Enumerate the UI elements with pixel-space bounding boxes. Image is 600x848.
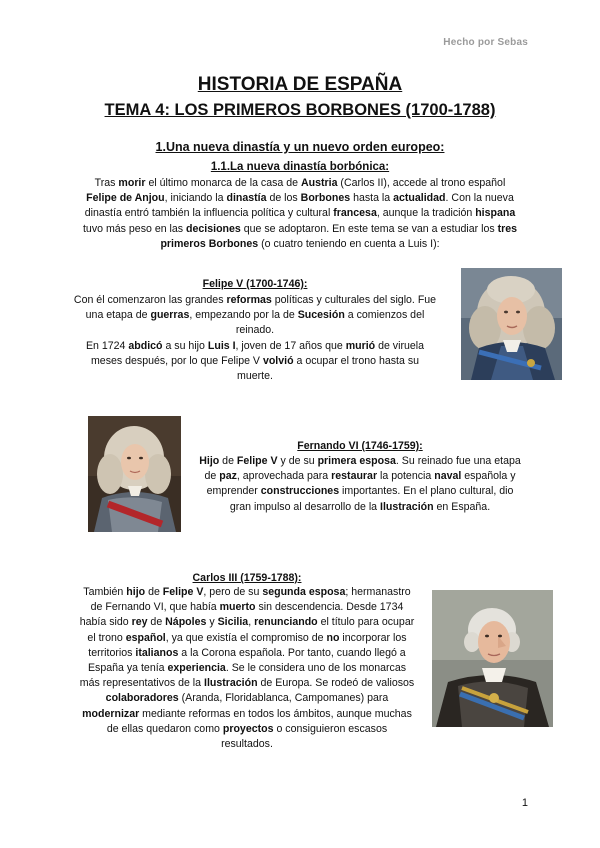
bold-term: Luis I <box>207 339 236 352</box>
bold-term: dinastía <box>226 192 267 205</box>
watermark: Hecho por Sebas <box>443 37 528 48</box>
bold-term: Felipe V <box>236 455 278 467</box>
bold-term: Felipe de Anjou <box>86 192 165 205</box>
fernando-vi-portrait <box>88 416 181 532</box>
page-title: HISTORIA DE ESPAÑA <box>197 74 403 95</box>
felipe-v-heading: Felipe V (1700-1746): <box>202 278 308 290</box>
carlos-iii-heading: Carlos III (1759-1788): <box>192 572 302 584</box>
bold-term: Nápoles <box>165 616 207 629</box>
bold-term: no <box>326 631 340 644</box>
felipe-v-paragraph <box>60 293 450 384</box>
bold-term: italianos <box>135 646 179 659</box>
text-line: reinado. <box>235 324 275 337</box>
bold-term: Borbones <box>300 192 351 205</box>
text-line: dinastía entró también la influencia política y cultural francesa, aunque la tradición hispana <box>84 207 516 220</box>
bold-term: morir <box>118 177 146 189</box>
fernando-vi-heading: Fernando VI (1746-1759): <box>297 440 423 452</box>
text-line: También hijo de Felipe V, pero de su segunda esposa; hermanastro <box>83 586 411 598</box>
page-subtitle: TEMA 4: LOS PRIMEROS BORBONES (1700-1788) <box>104 101 496 119</box>
bold-term: Ilustración <box>380 500 434 513</box>
text-line: resultados. <box>221 738 273 751</box>
bold-term: restaurar <box>331 470 378 483</box>
bold-term: colaboradores <box>105 692 179 705</box>
text-line: había sido rey de Nápoles y Sicilia, renunciando el título para ocupar <box>79 616 415 629</box>
bold-term: reformas <box>226 294 272 306</box>
carlos-iii-portrait <box>432 590 553 727</box>
bold-term: construcciones <box>260 485 340 498</box>
bold-term: primeros Borbones <box>160 237 259 250</box>
text-line: más representativos de la Ilustración de Europa. Se rodeó de valiosos <box>79 677 415 690</box>
bold-term: francesa <box>333 207 377 220</box>
text-line: una etapa de guerras, empezando por la de Sucesión a comienzos del <box>85 309 425 322</box>
intro-paragraph <box>55 176 545 252</box>
bold-term: Sucesión <box>297 309 345 322</box>
bold-term: rey <box>131 616 148 629</box>
text-line: Felipe de Anjou, iniciando la dinastía de los Borbones hasta la actualidad. Con la nueva <box>86 192 514 205</box>
subsection-heading: 1.1.La nueva dinastía borbónica: <box>210 161 390 173</box>
fernando-vi-paragraph <box>186 454 534 515</box>
text-line: de paz, aprovechada para restaurar la potencia naval española y <box>204 470 516 483</box>
bold-term: paz <box>219 470 237 483</box>
bold-term: Felipe V <box>162 586 204 598</box>
text-line: Hijo de Felipe V y de su primera esposa. Su reinado fue una etapa <box>199 455 521 467</box>
bold-term: Hijo <box>199 455 220 467</box>
text-line: En 1724 abdicó a su hijo Luis I, joven de 17 años que murió de viruela <box>85 339 425 352</box>
text-line: modernizar mediante reformas en todos los ámbitos, aunque muchas <box>82 707 412 720</box>
text-line: de Fernando VI, que había muerto sin descendencia. Desde 1734 <box>90 601 404 614</box>
bold-term: muerto <box>219 601 256 614</box>
bold-term: modernizar <box>82 707 140 720</box>
bold-term: primera esposa <box>317 455 396 467</box>
bold-term: volvió <box>262 354 294 367</box>
text-line: primeros Borbones (o cuatro teniendo en cuenta a Luis I): <box>160 237 440 250</box>
text-line: de ellas quedaron como proyectos o consiguieron escasos <box>106 722 388 735</box>
text-line: gran impulso al desarrollo de la Ilustración en España. <box>229 500 491 513</box>
bold-term: murió <box>345 339 376 352</box>
text-line: tuvo más peso en las decisiones que se adoptaron. En este tema se van a estudiar los tres <box>82 222 518 235</box>
bold-term: Ilustración <box>204 677 258 690</box>
bold-term: tres <box>497 222 518 235</box>
bold-term: proyectos <box>222 722 274 735</box>
bold-term: decisiones <box>186 222 241 235</box>
text-line: colaboradores (Aranda, Floridablanca, Campomanes) para <box>105 692 389 705</box>
bold-term: hijo <box>126 586 146 598</box>
bold-term: segunda esposa <box>262 586 346 598</box>
bold-term: guerras <box>150 309 190 322</box>
bold-term: actualidad <box>393 192 446 205</box>
text-line: Con él comenzaron las grandes reformas políticas y culturales del siglo. Fue <box>73 294 437 306</box>
bold-term: naval <box>434 470 462 483</box>
page-number: 1 <box>521 797 528 809</box>
text-line: territorios italianos a la Corona española. Por tanto, cuando llegó a <box>88 646 406 659</box>
text-line: el trono español, ya que existía el compromiso de no incorporar los <box>87 631 407 644</box>
bold-term: experiencia <box>167 662 226 675</box>
bold-term: renunciando <box>254 616 318 629</box>
carlos-iii-paragraph <box>62 585 432 752</box>
section-heading: 1.Una nueva dinastía y un nuevo orden europeo: <box>155 140 445 154</box>
text-line: España ya tenía experiencia. Se le considera uno de los monarcas <box>87 662 407 675</box>
bold-term: español <box>125 631 166 644</box>
felipe-v-portrait <box>461 268 562 380</box>
text-line: Tras morir el último monarca de la casa de Austria (Carlos II), accede al trono español <box>94 177 506 189</box>
text-line: emprender construcciones importantes. En el plano cultural, dio <box>206 485 514 498</box>
text-line: meses después, por lo que Felipe V volvió a ocupar el trono hasta su <box>90 354 420 367</box>
bold-term: hispana <box>475 207 516 220</box>
text-line: muerte. <box>237 370 273 383</box>
bold-term: Austria <box>300 177 338 189</box>
bold-term: abdicó <box>128 339 163 352</box>
bold-term: Sicilia <box>217 616 249 629</box>
